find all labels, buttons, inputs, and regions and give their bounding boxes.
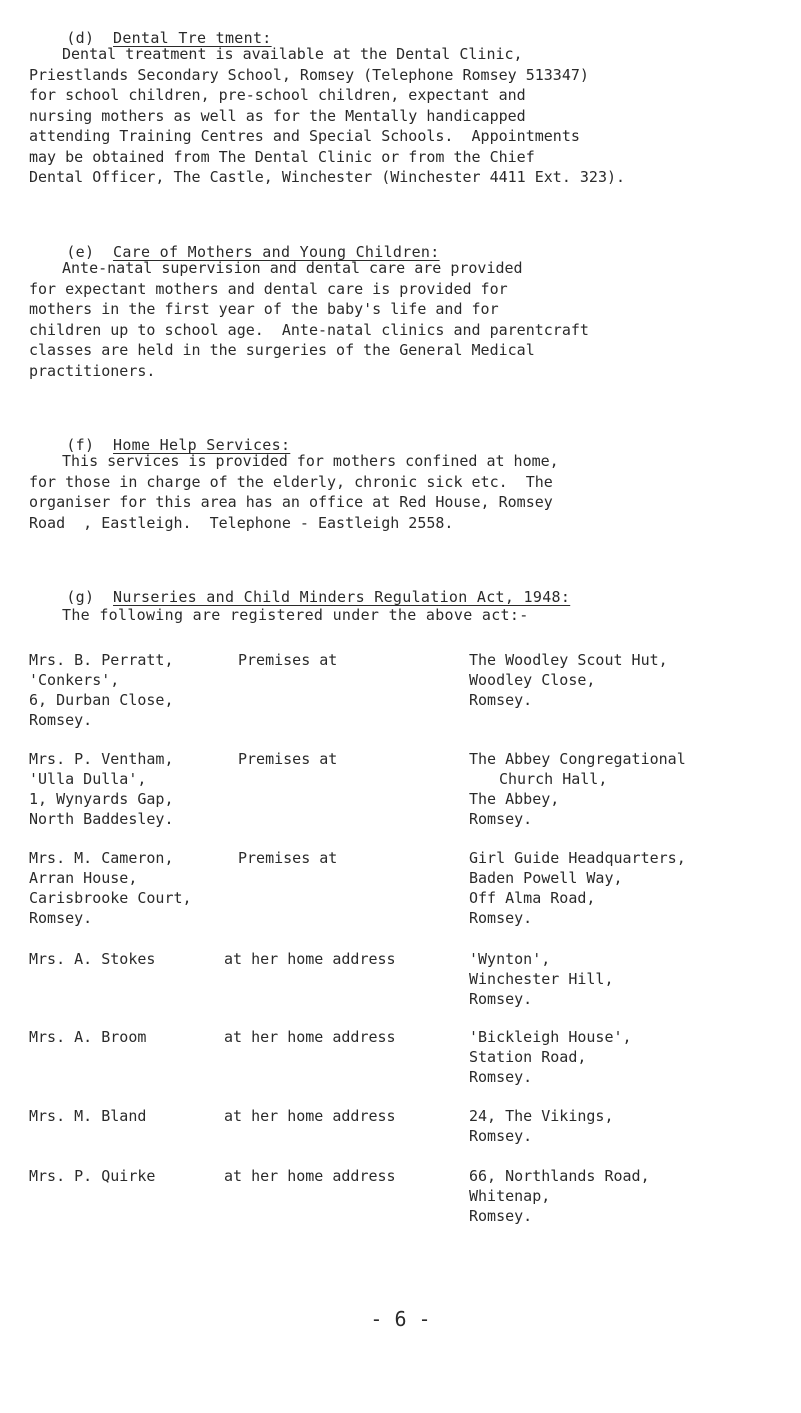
registrant-entry <box>29 1106 789 1146</box>
registrant-address-line: Romsey. <box>469 810 533 828</box>
registrant-name-line: Mrs. M. Cameron, <box>29 849 174 867</box>
section-f-line: Road , Eastleigh. Telephone - Eastleigh 2558. <box>29 513 454 532</box>
registrant-address-line: Whitenap, <box>469 1187 551 1205</box>
registrant-entry <box>29 949 789 1009</box>
section-d-line: attending Training Centres and Special Schools. Appointments <box>29 127 580 145</box>
registrant-entry <box>29 650 789 730</box>
section-f-line: for those in charge of the elderly, chronic sick etc. The <box>29 472 553 491</box>
section-e-label: (e) <box>66 243 95 261</box>
section-e-line: children up to school age. Ante-natal clinics and parentcraft <box>29 320 589 339</box>
registrant-entry <box>29 848 789 928</box>
section-f-title: Home Help Services: <box>113 436 291 454</box>
registrant-name-line: Mrs. A. Broom <box>29 1028 147 1046</box>
registrant-name-line: Romsey. <box>29 909 93 927</box>
section-d-label: (d) <box>66 29 95 47</box>
registrant-address-line: 66, Northlands Road, <box>469 1167 650 1185</box>
registrant-address-line: Romsey. <box>469 1068 533 1086</box>
registrant-address-line: The Abbey Congregational <box>469 750 686 768</box>
registrant-address-line: Romsey. <box>469 990 533 1008</box>
registrant-address-line: The Woodley Scout Hut, <box>469 651 668 669</box>
registrant-name-line: North Baddesley. <box>29 810 174 828</box>
registrant-address-line: Winchester Hill, <box>469 970 614 988</box>
section-f-line: This services is provided for mothers confined at home, <box>62 452 559 470</box>
registrant-name-line: Carisbrooke Court, <box>29 889 192 907</box>
section-e-line: Ante-natal supervision and dental care are provided <box>62 259 523 277</box>
section-e-line: for expectant mothers and dental care is provided for <box>29 279 508 298</box>
section-g-label: (g) <box>66 588 95 606</box>
section-f-label: (f) <box>66 436 95 454</box>
registrant-address-line: Romsey. <box>469 1127 533 1145</box>
section-e-line: classes are held in the surgeries of the General Medical <box>29 341 535 359</box>
registrant-name-line: Mrs. A. Stokes <box>29 950 156 968</box>
registrant-address-line: Romsey. <box>469 909 533 927</box>
registrant-address-line: Woodley Close, <box>469 671 596 689</box>
section-d-line: Dental Officer, The Castle, Winchester (Winchester 4411 Ext. 323). <box>29 168 626 186</box>
registrant-name-line: Mrs. B. Perratt, <box>29 651 174 669</box>
registrant-location-type: at her home address <box>224 950 396 968</box>
section-f-line: organiser for this area has an office at Red House, Romsey <box>29 493 553 511</box>
registrant-entry <box>29 1027 789 1087</box>
registrant-name-line: Mrs. P. Quirke <box>29 1167 156 1185</box>
section-g-intro: The following are registered under the above act:- <box>62 606 529 624</box>
section-d-line: for school children, pre-school children, expectant and <box>29 86 526 104</box>
section-e-line: practitioners. <box>29 361 156 380</box>
registrant-address-line: Girl Guide Headquarters, <box>469 849 686 867</box>
section-d-body <box>29 44 801 188</box>
registrant-location-type: Premises at <box>238 750 338 768</box>
registrant-location-type: Premises at <box>238 651 338 669</box>
section-d-line: nursing mothers as well as for the Mentally handicapped <box>29 106 526 125</box>
registrant-location-type: Premises at <box>238 849 338 867</box>
registrant-address-line: Romsey. <box>469 691 533 709</box>
section-e-line: mothers in the first year of the baby's life and for <box>29 300 499 318</box>
registrant-location-type: at her home address <box>224 1107 396 1125</box>
registrant-entry <box>29 1166 789 1226</box>
registrant-name-line: 1, Wynyards Gap, <box>29 790 174 808</box>
section-d-line: may be obtained from The Dental Clinic or from the Chief <box>29 147 535 166</box>
section-d-title: Dental Tre tment: <box>113 29 272 47</box>
registrant-name-line: 'Conkers', <box>29 671 120 689</box>
registrant-address-line: Station Road, <box>469 1048 587 1066</box>
section-d-line: Priestlands Secondary School, Romsey (Telephone Romsey 513347) <box>29 65 589 84</box>
section-d-line: Dental treatment is available at the Dental Clinic, <box>62 45 523 63</box>
registrant-address-line: Baden Powell Way, <box>469 869 623 887</box>
registrant-name-line: Arran House, <box>29 869 138 887</box>
section-e-title: Care of Mothers and Young Children: <box>113 243 440 261</box>
registrant-name-line: 6, Durban Close, <box>29 691 174 709</box>
registrant-location-type: at her home address <box>224 1028 396 1046</box>
page-number: - 6 - <box>370 1307 431 1331</box>
registrant-entry <box>29 749 789 829</box>
registrant-address-line: Church Hall, <box>499 770 608 788</box>
registrant-address-line: The Abbey, <box>469 790 560 808</box>
registrant-name-line: Mrs. M. Bland <box>29 1107 147 1125</box>
registrant-address-line: 'Wynton', <box>469 950 551 968</box>
registrant-address-line: Off Alma Road, <box>469 889 596 907</box>
registrant-name-line: Mrs. P. Ventham, <box>29 750 174 768</box>
section-e-body <box>29 258 801 381</box>
registrant-name-line: Romsey. <box>29 711 93 729</box>
section-f-body <box>29 451 801 533</box>
registrant-location-type: at her home address <box>224 1167 396 1185</box>
registrant-address-line: 'Bickleigh House', <box>469 1028 632 1046</box>
registrant-address-line: Romsey. <box>469 1207 533 1225</box>
section-g-title: Nurseries and Child Minders Regulation Act, 1948: <box>113 588 571 606</box>
registrant-name-line: 'Ulla Dulla', <box>29 770 147 788</box>
registrant-address-line: 24, The Vikings, <box>469 1107 614 1125</box>
